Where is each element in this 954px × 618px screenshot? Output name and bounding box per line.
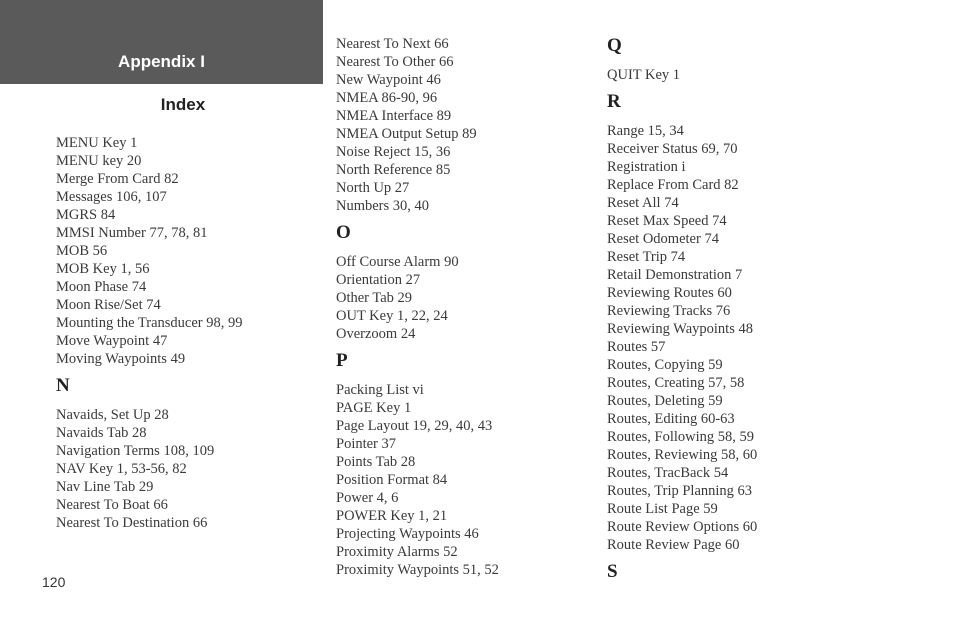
index-entry: Noise Reject 15, 36: [336, 144, 451, 160]
index-entry: Reviewing Tracks 76: [607, 303, 731, 319]
index-entry: Reset Trip 74: [607, 249, 686, 265]
index-entry: Route Review Options 60: [607, 519, 758, 535]
index-entry: Power 4, 6: [336, 490, 399, 506]
index-entry: Receiver Status 69, 70: [607, 141, 738, 157]
index-column-3: [607, 36, 757, 592]
index-entry: Page Layout 19, 29, 40, 43: [336, 418, 493, 434]
index-entry: Route Review Page 60: [607, 537, 740, 553]
index-entry: Off Course Alarm 90: [336, 254, 459, 270]
index-entry: North Reference 85: [336, 162, 451, 178]
index-entry: Routes, Following 58, 59: [607, 429, 755, 445]
index-entry: Retail Demonstration 7: [607, 267, 743, 283]
index-entry: Moon Phase 74: [56, 279, 147, 295]
index-entry: Nav Line Tab 29: [56, 479, 154, 495]
index-entry: Orientation 27: [336, 272, 421, 288]
index-entry: Other Tab 29: [336, 290, 413, 306]
index-entry: Proximity Waypoints 51, 52: [336, 562, 499, 578]
index-entry: MOB 56: [56, 243, 108, 259]
index-entry: Move Waypoint 47: [56, 333, 168, 349]
index-entry: MENU key 20: [56, 153, 142, 169]
index-entry: Nearest To Boat 66: [56, 497, 168, 513]
index-entry: PAGE Key 1: [336, 400, 412, 416]
index-entry: MOB Key 1, 56: [56, 261, 150, 277]
index-entry: Routes, Reviewing 58, 60: [607, 447, 758, 463]
index-entry: Navaids, Set Up 28: [56, 407, 169, 423]
index-entry: Routes, Deleting 59: [607, 393, 723, 409]
index-letter-heading: Q: [607, 35, 622, 56]
index-entry: Moving Waypoints 49: [56, 351, 186, 367]
index-entry: Mounting the Transducer 98, 99: [56, 315, 243, 331]
index-entry: MENU Key 1: [56, 135, 138, 151]
index-entry: MMSI Number 77, 78, 81: [56, 225, 208, 241]
index-entry: Numbers 30, 40: [336, 198, 430, 214]
index-entry: New Waypoint 46: [336, 72, 441, 88]
index-entry: Navigation Terms 108, 109: [56, 443, 215, 459]
index-entry: Reset All 74: [607, 195, 679, 211]
index-entry: Packing List vi: [336, 382, 424, 398]
index-entry: Routes, TracBack 54: [607, 465, 729, 481]
index-entry: POWER Key 1, 21: [336, 508, 448, 524]
index-entry: Reset Max Speed 74: [607, 213, 727, 229]
index-letter-heading: P: [336, 350, 348, 371]
index-entry: NAV Key 1, 53-56, 82: [56, 461, 187, 477]
index-entry: Reviewing Waypoints 48: [607, 321, 753, 337]
index-entry: Reset Odometer 74: [607, 231, 719, 247]
index-entry: NMEA 86-90, 96: [336, 90, 438, 106]
index-entry: Replace From Card 82: [607, 177, 739, 193]
index-entry: Points Tab 28: [336, 454, 416, 470]
index-entry: Pointer 37: [336, 436, 397, 452]
index-entry: Nearest To Destination 66: [56, 515, 208, 531]
index-entry: Routes, Creating 57, 58: [607, 375, 745, 391]
appendix-header-tab: [0, 0, 323, 84]
index-entry: NMEA Interface 89: [336, 108, 452, 124]
index-entry: QUIT Key 1: [607, 67, 681, 83]
index-entry: MGRS 84: [56, 207, 116, 223]
index-column-2: [336, 35, 499, 579]
index-entry: OUT Key 1, 22, 24: [336, 308, 448, 324]
page-number: 120: [42, 574, 66, 590]
index-entry: Routes, Trip Planning 63: [607, 483, 753, 499]
index-entry: NMEA Output Setup 89: [336, 126, 477, 142]
index-entry: Routes, Copying 59: [607, 357, 723, 373]
index-letter-heading: N: [56, 375, 70, 396]
index-entry: Route List Page 59: [607, 501, 718, 517]
index-entry: Nearest To Next 66: [336, 36, 449, 52]
index-entry: North Up 27: [336, 180, 410, 196]
index-entry: Merge From Card 82: [56, 171, 179, 187]
index-entry: Nearest To Other 66: [336, 54, 454, 70]
appendix-label: Appendix I: [118, 52, 205, 71]
index-entry: Registration i: [607, 159, 686, 175]
index-entry: Routes 57: [607, 339, 666, 355]
index-entry: Navaids Tab 28: [56, 425, 147, 441]
index-entry: Range 15, 34: [607, 123, 684, 139]
index-entry: Messages 106, 107: [56, 189, 167, 205]
index-entry: Proximity Alarms 52: [336, 544, 458, 560]
index-entry: Routes, Editing 60-63: [607, 411, 735, 427]
index-entry: Projecting Waypoints 46: [336, 526, 479, 542]
index-column-1: [56, 134, 242, 532]
index-entry: Moon Rise/Set 74: [56, 297, 161, 313]
index-entry: Overzoom 24: [336, 326, 416, 342]
index-entry: Reviewing Routes 60: [607, 285, 732, 301]
index-entry: Position Format 84: [336, 472, 448, 488]
index-letter-heading: O: [336, 222, 351, 243]
index-letter-heading: S: [607, 561, 618, 582]
index-letter-heading: R: [607, 91, 621, 112]
section-title: Index: [160, 95, 206, 114]
